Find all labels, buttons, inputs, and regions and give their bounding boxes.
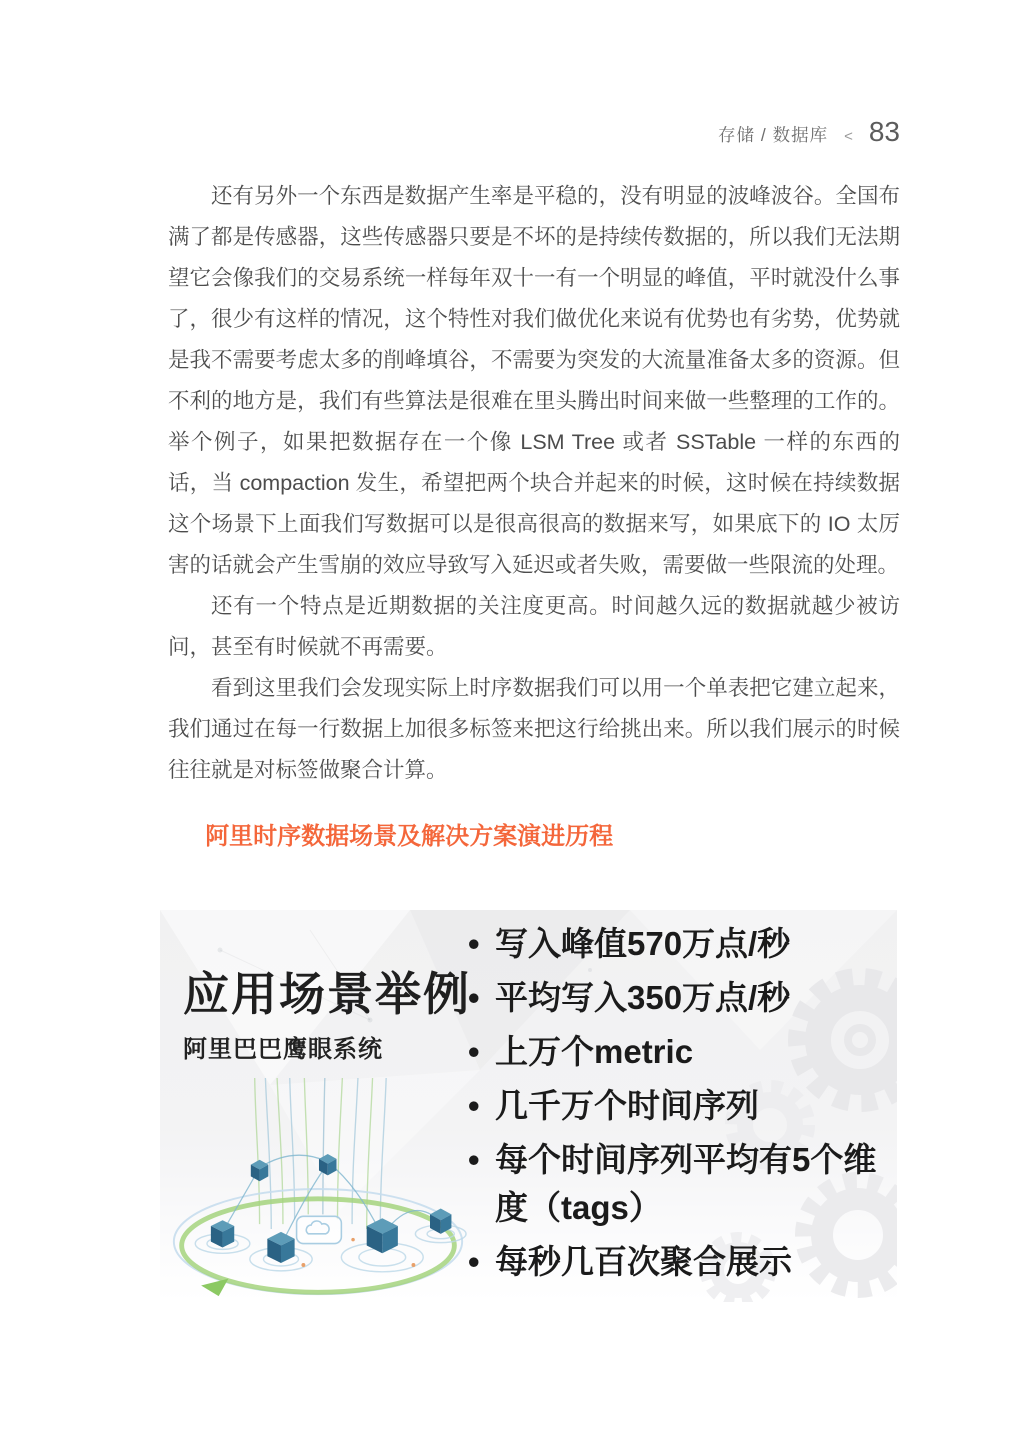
bullet-item [468, 1082, 896, 1130]
article-body [168, 176, 900, 853]
swirl-arrow-icon [201, 1279, 228, 1297]
bullet-text: 平均写入350万点/秒 [495, 979, 791, 1016]
figure-bullet-list [468, 920, 896, 1292]
cloud-chip-icon [297, 1216, 342, 1243]
bullet-item [468, 920, 896, 968]
section-heading: 阿里时序数据场景及解决方案演进历程 [205, 823, 614, 850]
paragraph-3: 看到这里我们会发现实际上时序数据我们可以用一个单表把它建立起来，我们通过在每一行数据上加很多标签来把这行给挑出来。所以我们展示的时候往往就是对标签做聚合计算。 [168, 676, 900, 782]
bullet-text: 上万个metric [495, 1033, 694, 1070]
bullet-icon: • [468, 925, 480, 962]
bullet-text: 每秒几百次聚合展示 [495, 1243, 792, 1280]
page-header [718, 116, 900, 148]
bullet-icon: • [468, 979, 480, 1016]
header-separator: < [844, 128, 853, 145]
bullet-icon: • [468, 1243, 480, 1280]
figure-subtitle: 阿里巴巴鹰眼系统 [183, 1036, 383, 1063]
bullet-icon: • [468, 1033, 480, 1070]
paragraph-1: 还有另外一个东西是数据产生率是平稳的，没有明显的波峰波谷。全国布满了都是传感器，这些传感器只要是不坏的是持续传数据的，所以我们无法期望它会像我们的交易系统一样每年双十一有一个明显的峰值，平时就没什么事了，很少有这样的情况，这个特性对我们做优化来说有优势也有劣势，优势就是我不需要考虑太多的削峰填谷，不需要为突发的大流量准备太多的资源。但不利的地方是，我们有些算法是很难在里头腾出时间来做一些整理的工作的。举个例子，如果把数据存在一个像 LSM Tree 或者 SSTable 一样的东西的话，当 compaction 发生，希望把两个块合并起来的时候，这时候在持续数据这个场景下上面我们写数据可以是很高很高的数据来写，如果底下的 IO 太厉害的话就会产生雪崩的效应导致写入延迟或者失败，需要做一些限流的处理。 [168, 184, 900, 577]
paragraph-2: 还有一个特点是近期数据的关注度更高。时间越久远的数据就越少被访问，甚至有时候就不再需要。 [168, 594, 900, 659]
bullet-icon: • [468, 1087, 480, 1124]
figure-title: 应用场景举例 [183, 968, 471, 1020]
header-section-label: 存储 / 数据库 [717, 125, 829, 145]
bullet-icon: • [468, 1141, 480, 1178]
network-illustration [162, 1078, 474, 1302]
bullet-item [468, 1136, 896, 1232]
bullet-text: 写入峰值570万点/秒 [495, 925, 791, 962]
data-cube-icon [267, 1232, 294, 1263]
bullet-item [468, 1238, 896, 1286]
figure-title-block [183, 968, 471, 1064]
data-cube-icon [211, 1220, 234, 1247]
page-number: 83 [868, 116, 900, 147]
data-cube-icon [367, 1218, 398, 1253]
bullet-text: 几千万个时间序列 [495, 1087, 759, 1124]
bullet-item [468, 974, 896, 1022]
figure-slide [160, 910, 897, 1302]
bullet-item [468, 1028, 896, 1076]
bullet-text: 每个时间序列平均有5个维度（tags） [495, 1141, 877, 1226]
